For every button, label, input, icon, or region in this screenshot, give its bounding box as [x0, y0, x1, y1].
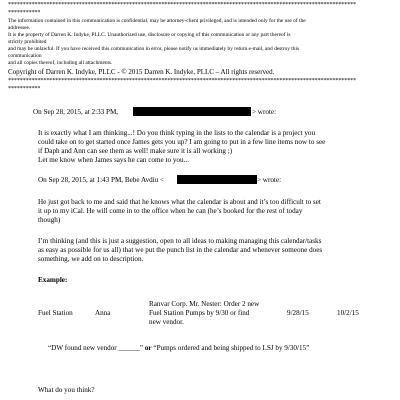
copyright-line: Copyright of Darren K. Indyke, PLLC - © 2015 Darren K. Indyke, PLLC – All rights reserved.	[8, 68, 275, 76]
example-note-b: “Pumps ordered and being shipped to LSJ by 9/30/15”	[153, 344, 310, 352]
disclaimer-stars-top-short: ***********	[8, 9, 41, 16]
reply1-line: It is exactly what I am thinking...! Do you think typing in the lists to the calendar is a project you	[38, 129, 316, 137]
disclaimer-line: and all copies thereof, including all attachments.	[8, 60, 113, 66]
disclaimer-stars-bottom: **********************************************************************************************************************	[8, 77, 356, 84]
reply2-line: though)	[38, 216, 61, 224]
redaction-bar	[133, 107, 251, 116]
disclaimer-line: communication	[8, 53, 42, 59]
reply1-header-prefix: On Sep 28, 2015, at 2:33 PM,	[33, 108, 119, 116]
example-description: new vendor.	[149, 318, 184, 326]
example-description: Fuel Station Pumps by 9/30 or find	[149, 309, 250, 317]
disclaimer-line: addressee.	[8, 25, 31, 31]
reply1-line: if Daph and Ann can see them as well! make sure it is all working ;)	[38, 147, 233, 155]
reply2-header-suffix: > wrote:	[257, 176, 282, 184]
reply1-line: Let me know when James says he can come to you...	[38, 156, 189, 164]
reply2-line: I’m thinking (and this is just a suggestion, open to all ideas to making managing this calendar/tasks	[38, 237, 322, 245]
example-note-or: or	[144, 344, 152, 352]
disclaimer-line: It is the property of Darren K. Indyke, PLLC. Unauthorized use, disclosure or copying of this communication or any part thereof is	[8, 32, 291, 38]
example-person: Anna	[95, 309, 111, 317]
example-description: Ranvar Corp. Mr. Nester: Order 2 new	[149, 300, 260, 308]
example-item: Fuel Station	[38, 309, 73, 317]
reply2-line: it up to my iCal. He will come in to the office when he can (he’s booked for the rest of today	[38, 207, 303, 215]
disclaimer-stars-bottom-short: ***********	[8, 85, 41, 92]
example-note-a: “DW found new vendor ______”	[48, 344, 144, 352]
example-date-start: 9/28/15	[287, 309, 309, 317]
reply2-line: as easy as possible for us all) that we put the punch list in the calendar and whenever someone does	[38, 246, 323, 254]
reply1-header-suffix: > wrote:	[252, 108, 277, 116]
disclaimer-line: and may be unlawful. If you have received this communication in error, please notify us immediately by return e-mail, and destroy this	[8, 46, 300, 52]
disclaimer-line: strictly prohibited	[8, 39, 47, 45]
reply2-line: He just got back to me and said that he knows what the calendar is about and it’s too difficult to set	[38, 198, 321, 206]
example-heading: Example:	[38, 276, 68, 284]
example-note	[48, 344, 309, 353]
disclaimer-line: The information contained in this communication is confidential, may be attorney-client privileged, and is intended only for the use of the	[8, 18, 306, 24]
reply2-line: something, we add on to description.	[38, 255, 144, 263]
reply2-header-prefix: On Sep 28, 2015, at 1:43 PM, Bebe Avdiu <	[38, 176, 165, 184]
redaction-bar	[177, 175, 257, 184]
reply1-line: could take on to get started once James gets you up? I am going to put in a few line items now to see	[38, 138, 326, 146]
example-date-end: 10/2/15	[337, 309, 359, 317]
disclaimer-stars-top: **********************************************************************************************************************	[8, 1, 356, 8]
closing-question: What do you think?	[38, 386, 95, 394]
